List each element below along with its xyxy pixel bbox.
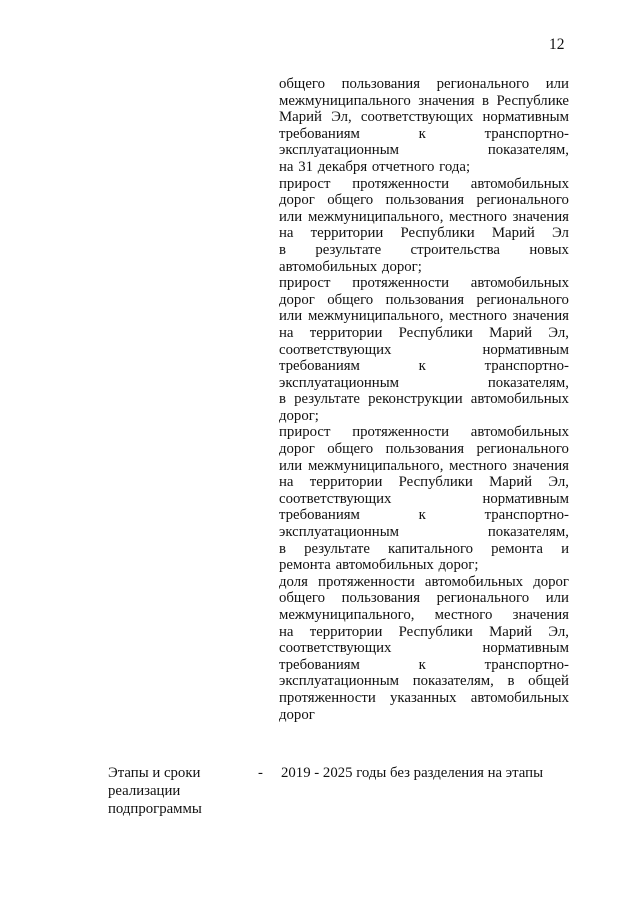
- word: регионального: [476, 441, 569, 458]
- section-dash: -: [258, 765, 263, 781]
- text-line: [279, 275, 569, 292]
- word: межмуниципального,: [307, 308, 444, 325]
- text-line: [279, 325, 569, 342]
- word: общего: [279, 76, 325, 92]
- text-line: [279, 225, 569, 242]
- word: территории: [309, 474, 383, 491]
- word: общего: [327, 291, 374, 308]
- text-line: [279, 159, 569, 176]
- word: Эл,: [548, 324, 569, 341]
- text-line: [279, 624, 569, 641]
- word: ремонта: [491, 540, 544, 557]
- word: в: [482, 92, 490, 109]
- word: Эл,: [331, 109, 352, 126]
- word: местного: [434, 607, 493, 623]
- word: к: [418, 507, 426, 524]
- word: автомобильных: [335, 557, 434, 574]
- text-line: [279, 441, 569, 458]
- word: указанных: [390, 689, 457, 706]
- text-line: [279, 126, 569, 143]
- text-line: [279, 308, 569, 325]
- text-line: [279, 375, 569, 392]
- word: пользования: [385, 441, 465, 458]
- word: Марий: [489, 324, 533, 341]
- word: в: [279, 241, 286, 258]
- word: местного: [449, 208, 507, 225]
- word: нормативным: [482, 109, 569, 126]
- word: эксплуатационным: [279, 142, 400, 159]
- text-line: [279, 458, 569, 475]
- word: на: [279, 158, 294, 175]
- text-line: [279, 358, 569, 375]
- text-line: [279, 690, 569, 707]
- word: местного: [449, 457, 507, 474]
- word: или: [279, 308, 303, 325]
- word: показателям,: [487, 142, 569, 159]
- word: требованиям: [279, 507, 360, 524]
- word: общей: [528, 673, 569, 690]
- word: нормативным: [482, 341, 569, 358]
- word: транспортно-: [484, 656, 569, 673]
- word: Марий: [279, 109, 322, 126]
- word: регионального: [476, 291, 569, 308]
- word: местного: [449, 308, 507, 325]
- word: транспортно-: [484, 358, 569, 375]
- text-line: [279, 557, 569, 574]
- word: показателям,: [412, 673, 494, 690]
- word: регионального: [436, 590, 530, 607]
- section-label-line: Этапы и сроки: [108, 765, 201, 781]
- word: эксплуатационным: [279, 374, 400, 391]
- word: межмуниципального,: [307, 457, 444, 474]
- word: прирост: [279, 275, 331, 292]
- text-line: [279, 342, 569, 359]
- word: Республики: [398, 324, 473, 341]
- word: соответствующих: [279, 490, 392, 507]
- text-line: [279, 491, 569, 508]
- word: на: [279, 225, 294, 242]
- word: значения: [512, 607, 569, 623]
- word: регионального: [476, 192, 569, 209]
- word: отчетного: [371, 158, 435, 175]
- word: дорог;: [279, 407, 319, 424]
- word: пользования: [385, 291, 465, 308]
- word: дорог: [279, 441, 315, 458]
- word: в: [279, 391, 286, 408]
- word: территории: [309, 324, 383, 341]
- word: пользования: [385, 192, 465, 209]
- text-line: [279, 242, 569, 259]
- word: протяженности: [279, 689, 376, 706]
- word: протяженности: [352, 275, 449, 292]
- text-line: [279, 209, 569, 226]
- word: дорог: [533, 573, 569, 590]
- word: межмуниципального,: [307, 208, 444, 225]
- word: Республики: [400, 225, 475, 242]
- word: автомобильных: [470, 275, 569, 292]
- text-line: [279, 590, 569, 607]
- section-label-line: реализации: [108, 783, 181, 799]
- word: ремонта: [279, 557, 331, 574]
- word: нормативным: [482, 490, 569, 507]
- word: на: [279, 324, 294, 341]
- text-line: [279, 142, 569, 159]
- word: автомобильных: [279, 258, 378, 275]
- word: соответствующих: [279, 341, 392, 358]
- word: показателям,: [487, 524, 569, 541]
- word: в: [507, 673, 515, 690]
- word: Марий: [489, 474, 533, 491]
- text-line: [279, 541, 569, 558]
- word: соответствующих: [279, 640, 392, 657]
- word: регионального: [436, 76, 530, 92]
- text-line: [279, 76, 569, 93]
- word: пользования: [341, 590, 421, 607]
- word: значения: [512, 457, 569, 474]
- word: Марий: [489, 623, 533, 640]
- word: декабря: [317, 158, 368, 175]
- text-line: [279, 424, 569, 441]
- word: значения: [418, 92, 475, 109]
- word: 31: [298, 158, 314, 175]
- word: дорог;: [438, 557, 479, 574]
- word: транспортно-: [484, 125, 569, 142]
- word: года;: [439, 158, 471, 175]
- text-line: [279, 474, 569, 491]
- word: строительства: [410, 241, 500, 258]
- word: показателям,: [487, 374, 569, 391]
- text-line: [279, 657, 569, 674]
- word: соответствующих: [360, 109, 474, 126]
- word: или: [279, 457, 303, 474]
- word: результате: [304, 540, 370, 557]
- text-line: [279, 391, 569, 408]
- word: или: [279, 208, 303, 225]
- word: Республики: [398, 623, 473, 640]
- indicator-list-text: [279, 76, 569, 723]
- word: эксплуатационным: [279, 524, 400, 541]
- word: требованиям: [279, 656, 360, 673]
- word: Республике: [496, 92, 569, 109]
- text-line: [279, 292, 569, 309]
- word: Эл: [551, 225, 569, 242]
- word: доля: [279, 573, 308, 590]
- word: реконструкции: [368, 391, 463, 408]
- page-number: 12: [549, 36, 565, 53]
- word: требованиям: [279, 358, 360, 375]
- word: автомобильных: [470, 424, 569, 441]
- word: в: [279, 540, 286, 557]
- text-line: [279, 192, 569, 209]
- word: общего: [327, 441, 374, 458]
- word: эксплуатационным: [279, 673, 400, 690]
- word: на: [279, 474, 294, 491]
- word: Марий: [491, 225, 535, 242]
- word: протяженности: [352, 175, 449, 192]
- section-label-line: подпрограммы: [108, 801, 202, 817]
- word: дорог;: [381, 258, 422, 275]
- word: требованиям: [279, 125, 360, 142]
- word: протяженности: [352, 424, 449, 441]
- word: нормативным: [482, 640, 569, 657]
- word: Республики: [398, 474, 473, 491]
- word: общего: [279, 590, 325, 607]
- word: Эл,: [548, 474, 569, 491]
- word: результате: [315, 241, 382, 258]
- word: дорог: [279, 706, 315, 723]
- word: пользования: [341, 76, 421, 92]
- word: значения: [512, 308, 569, 325]
- word: или: [545, 590, 569, 607]
- word: Эл,: [548, 623, 569, 640]
- word: или: [545, 76, 569, 92]
- text-line: [279, 640, 569, 657]
- word: на: [279, 623, 294, 640]
- word: к: [418, 656, 426, 673]
- text-line: [279, 93, 569, 110]
- word: общего: [327, 192, 374, 209]
- word: дорог: [279, 192, 315, 209]
- word: результате: [294, 391, 361, 408]
- text-line: [279, 524, 569, 541]
- text-line: [279, 109, 569, 126]
- section-value: 2019 - 2025 годы без разделения на этапы: [281, 765, 544, 781]
- word: протяженности: [318, 573, 415, 590]
- word: территории: [309, 623, 383, 640]
- text-line: [279, 673, 569, 690]
- word: дорог: [279, 291, 315, 308]
- word: территории: [310, 225, 384, 242]
- word: новых: [529, 241, 569, 258]
- word: транспортно-: [484, 507, 569, 524]
- word: капитального: [388, 540, 474, 557]
- word: межмуниципального: [279, 92, 411, 109]
- word: значения: [512, 208, 569, 225]
- word: автомобильных: [470, 689, 569, 706]
- word: автомобильных: [424, 573, 524, 590]
- text-line: [279, 574, 569, 591]
- text-line: [279, 259, 569, 276]
- word: прирост: [279, 175, 331, 192]
- word: прирост: [279, 424, 331, 441]
- text-line: [279, 607, 569, 624]
- word: автомобильных: [470, 175, 569, 192]
- word: межмуниципального,: [279, 607, 415, 623]
- text-line: [279, 408, 569, 425]
- word: к: [418, 125, 426, 142]
- section-label: [108, 764, 238, 818]
- text-line: [279, 707, 569, 724]
- text-line: [279, 507, 569, 524]
- word: к: [418, 358, 426, 375]
- word: автомобильных: [470, 391, 569, 408]
- text-line: [279, 176, 569, 193]
- word: и: [561, 540, 569, 557]
